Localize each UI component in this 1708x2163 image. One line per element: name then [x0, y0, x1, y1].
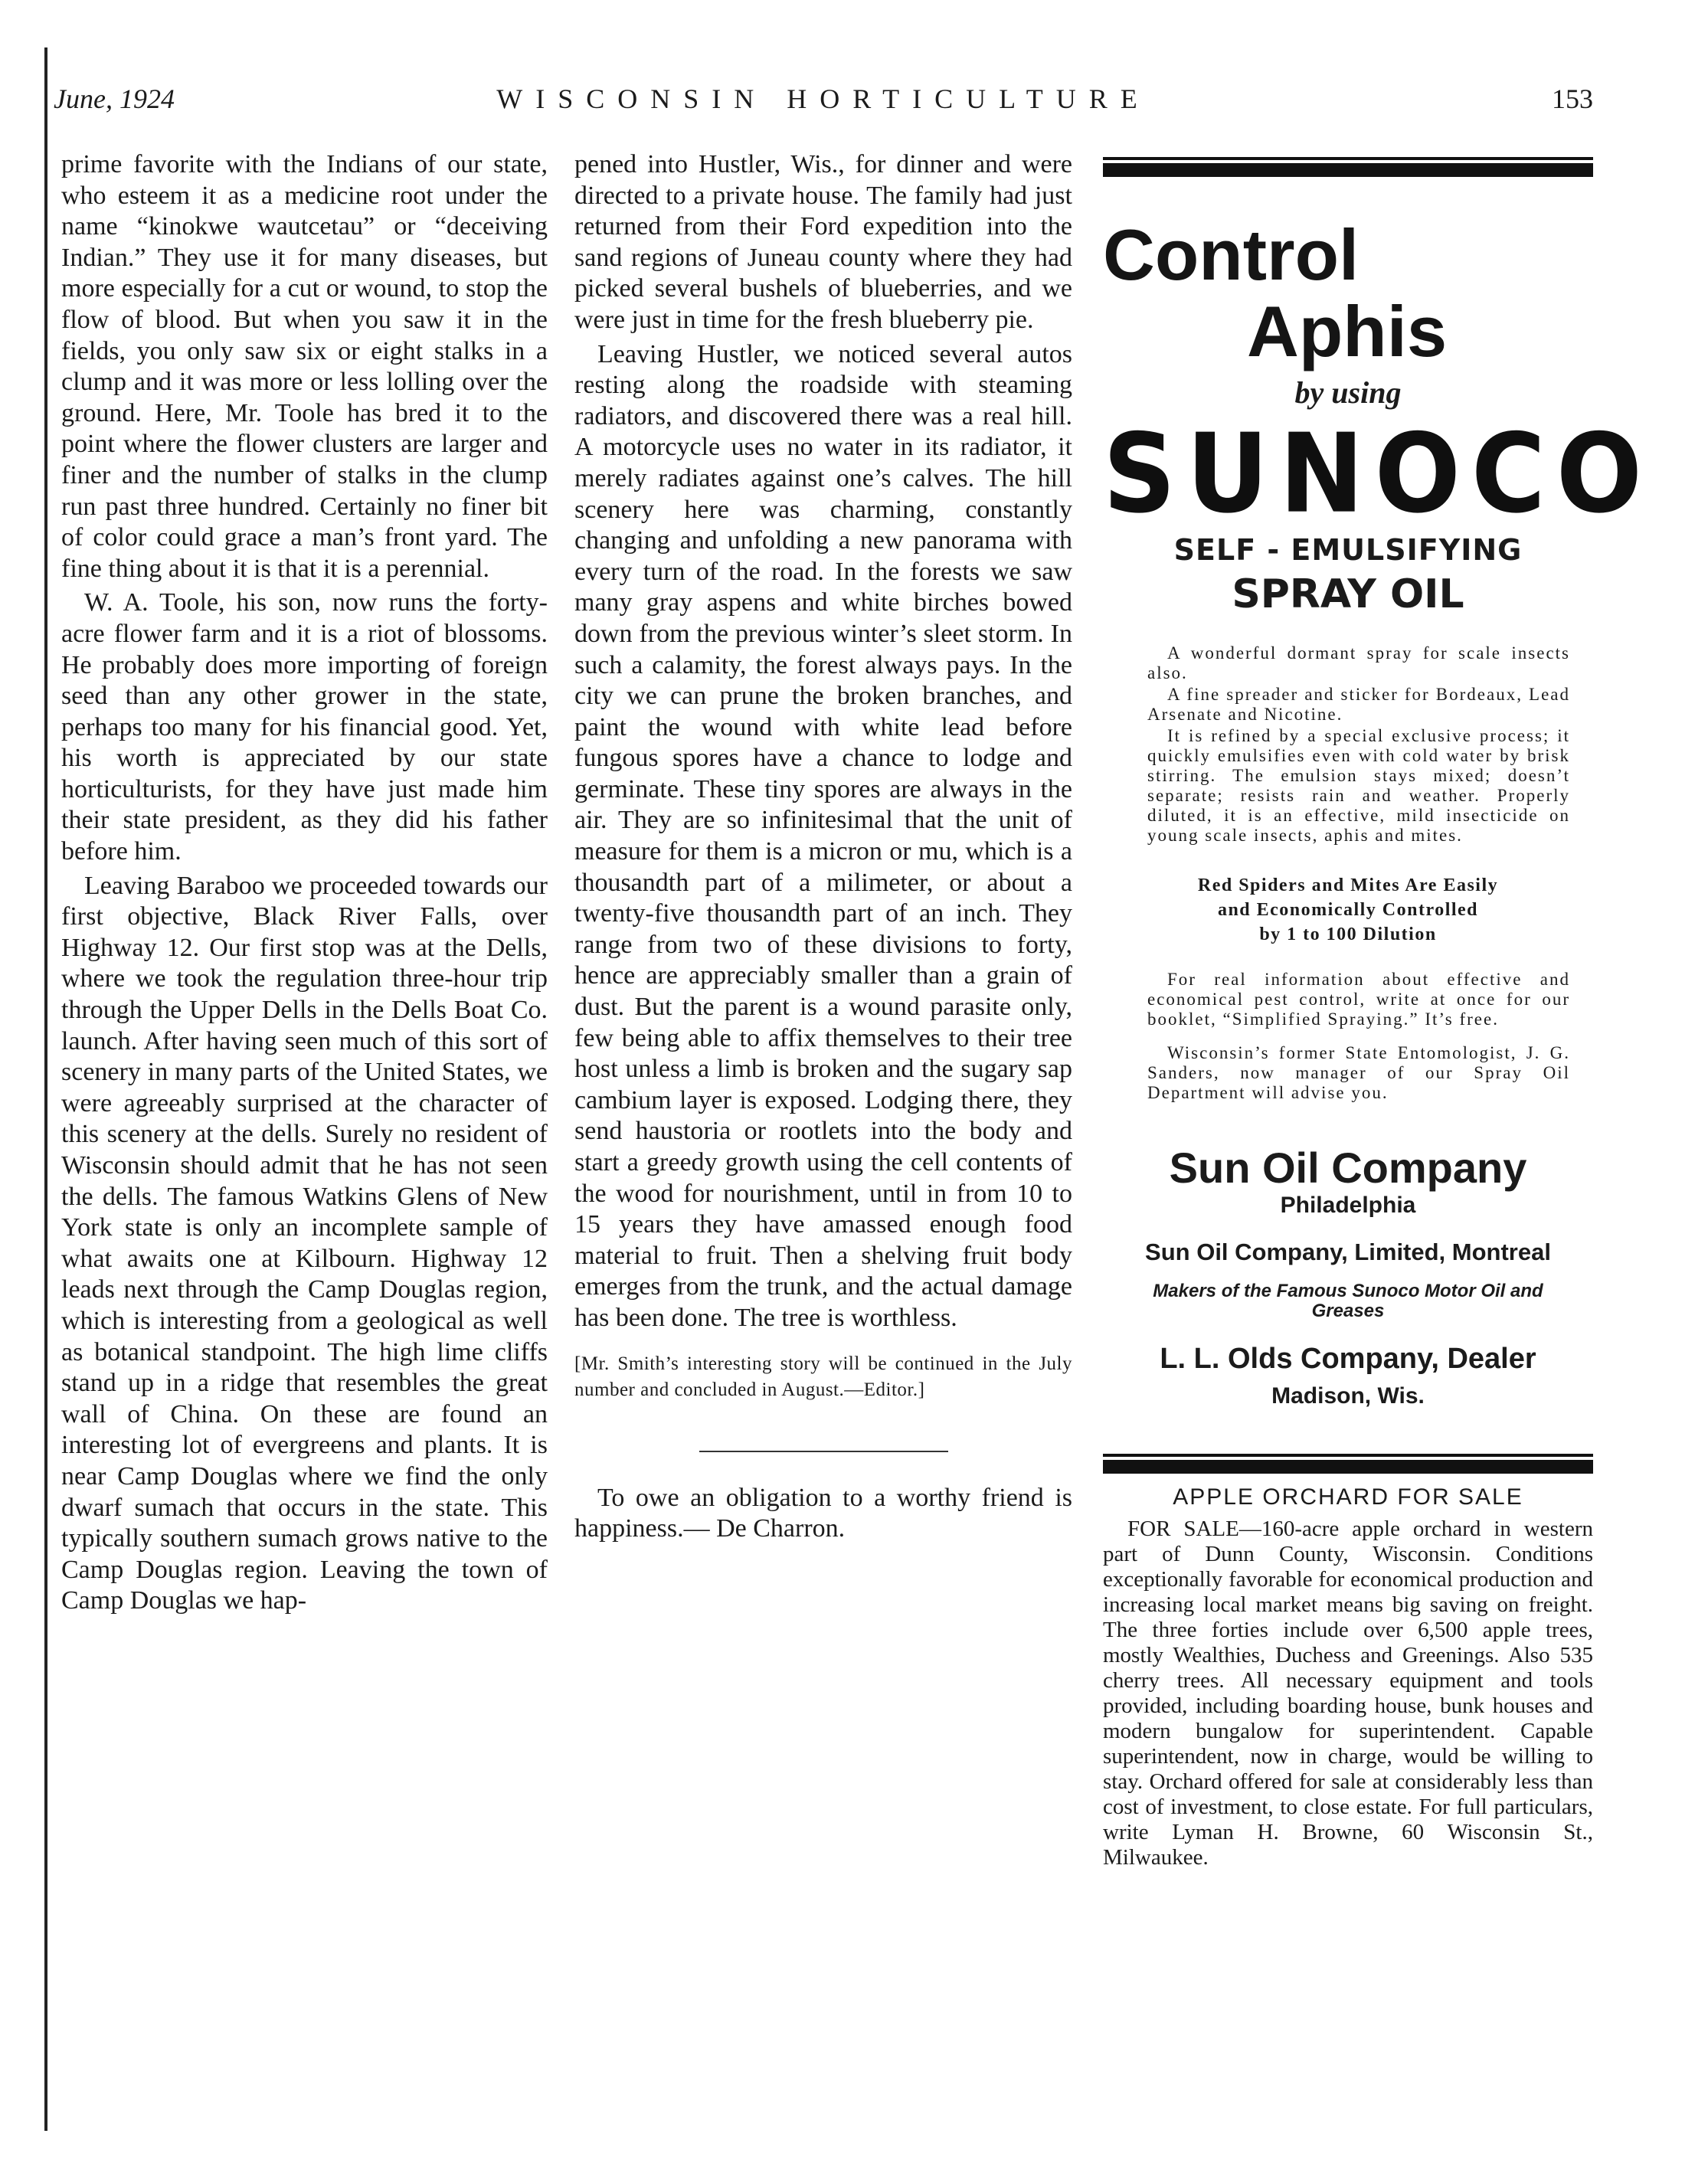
dealer-city: Madison, Wis.	[1271, 1383, 1425, 1409]
binding-line	[44, 47, 47, 2131]
product-name-line2: SPRAY OIL	[1232, 571, 1464, 617]
company-name: Sun Oil Company	[1169, 1144, 1527, 1192]
ad-paragraph: A fine spreader and sticker for Bordeaux, Lead Arsenate and Nicotine.	[1147, 685, 1570, 724]
ad-paragraph: Wisconsin’s former State Entomologist, J. G. Sanders, now manager of our Spray Oil Department will advise you.	[1147, 1043, 1570, 1102]
ad-headline-control: Control	[1103, 214, 1360, 295]
ad-paragraph: For real information about effective and economical pest control, write at once for our booklet, “Simplified Spraying.” It’s free.	[1147, 970, 1570, 1029]
page-header	[54, 83, 1593, 129]
ad-paragraph: It is refined by a special exclusive process; it quickly emulsifies even with cold water by brisk stirring. The emulsion stays mixed; doesn’t separate; resists rain and weather. Properly diluted, it is an effective, mild insecticide on young scale insects, aphis and mites.	[1147, 726, 1570, 845]
ad-info	[1147, 1043, 1570, 1103]
makers-line: Makers of the Famous Sunoco Motor Oil and Greases	[1153, 1281, 1543, 1321]
ad-info	[1147, 970, 1570, 1029]
classified-title: APPLE ORCHARD FOR SALE	[1173, 1484, 1523, 1510]
ad-top-rule	[1103, 157, 1593, 177]
article-paragraph: Leaving Hustler, we noticed several autos resting along the roadside with steaming radiators, and discovered there was a real hill. A motorcycle uses no water in its radiator, it merely radiates against one’s calves. The hill scenery here was charming, constantly changing and unfolding a new panorama with every turn of the road. In the forests we saw many gray aspens and white birches bowed down from the previous winter’s sleet storm. In such a calamity, the forest always pays. In the city we can prune the broken branches, and paint the wound with white lead before fungous spores have a chance to lodge and germinate. These tiny spores are always in the air. They are so infinitesimal that the unit of measure for them is a micron or mu, which is a thousandth part of a milimeter, or about a twenty-five thousandth part of an inch. They range from two of these divisions to forty, hence are appreciably smaller than a grain of dust. But the parent is a wound parasite only, few being able to affix themselves to their tree host unless a limb is broken and the sugary sap cambium layer is exposed. Lodging there, they send haustoria or rootlets into the body and start a greedy growth using the cell contents of the wood for nourishment, until in from 10 to 15 years they have amassed enough food material to fruit. Then a shelving fruit body emerges from the trunk, and the actual damage has been done. The tree is worthless.	[574, 339, 1072, 1332]
product-name-line1: SELF - EMULSIFYING	[1173, 533, 1523, 567]
article-column-left	[61, 149, 548, 1620]
magazine-title: WISCONSIN HORTICULTURE	[496, 83, 1150, 114]
article-column-middle	[574, 149, 1072, 1548]
ad-highlight-line: Red Spiders and Mites Are Easily	[1197, 875, 1499, 895]
article-paragraph: W. A. Toole, his son, now runs the forty-acre flower farm and it is a riot of blossoms. He probably does more importing of foreign seed than any other grower in the state, perhaps too many for his financial good. Yet, his worth is appreciated by our state horticulturists, for they have just made him their state president, as they did his father before him.	[61, 588, 548, 866]
editor-note: [Mr. Smith’s interesting story will be continued in the July number and concluded in August.—Editor.]	[574, 1353, 1072, 1400]
article-paragraph: Leaving Baraboo we proceeded towards our first objective, Black River Falls, over Highway 12. Our first stop was at the Dells, where we took the regulation three-hour trip through the Upper Dells in the Dells Boat Co. launch. After having seen much of this sort of scenery in many parts of the United States, we were agreeably surprised at the character of this scenery at the dells. Surely no resident of Wisconsin should admit that he has not seen the dells. The famous Watkins Glens of New York state is only an incomplete sample of what awaits one at Kilbourn. Highway 12 leads next through the Camp Douglas region, which is interesting from a geological as well as botanical standpoint. The high lime cliffs stand up in a ridge that resembles the great wall of China. On these are found an interesting lot of evergreens and plants. It is near Camp Douglas where we find the only dwarf sumach that occurs in the state. This typically southern sumach grows native to the Camp Douglas region. Leaving the town of Camp Douglas we hap-	[61, 871, 548, 1615]
advertisement-column	[1103, 157, 1654, 1870]
ad-description	[1147, 643, 1570, 846]
dealer-name: L. L. Olds Company, Dealer	[1160, 1343, 1536, 1375]
brand-logo-sunoco: SUNOCO	[1103, 410, 1654, 538]
company-ltd: Sun Oil Company, Limited, Montreal	[1145, 1239, 1551, 1265]
article-paragraph: prime favorite with the Indians of our state, who esteem it as a medicine root under the name “kinokwe wautcetau” or “deceiving Indian.” They use it for many diseases, but more especially for a cut or wound, to stop the flow of blood. But when you saw it in the fields, you only saw six or eight stalks in a clump and it was more or less lolling over the ground. Here, Mr. Toole has bred it to the point where the flower clusters are larger and finer and the number of stalks in the clump run past three hundred. Certainly no finer bit of color could grace a man’s front yard. The fine thing about it is that it is a perennial.	[61, 150, 548, 583]
ad-highlight-line: by 1 to 100 Dilution	[1259, 924, 1437, 944]
issue-date: June, 1924	[54, 83, 175, 114]
ad-highlight	[1134, 873, 1562, 947]
quote: To owe an obligation to a worthy friend is happiness.— De Charron.	[574, 1483, 1072, 1543]
company-city: Philadelphia	[1280, 1193, 1416, 1218]
page-number: 153	[1552, 83, 1593, 114]
ad-by-using: by using	[1294, 375, 1402, 410]
ad-paragraph: A wonderful dormant spray for scale insects also.	[1147, 643, 1570, 682]
article-paragraph: pened into Hustler, Wis., for dinner and were directed to a private house. The family had just returned from their Ford expedition into the sand regions of Juneau county where they had picked several bushels of blueberries, and we were just in time for the fresh blueberry pie.	[574, 150, 1072, 334]
classified-body: FOR SALE—160-acre apple orchard in western part of Dunn County, Wisconsin. Conditions exceptionally favorable for economical production and increasing local market means big saving on freight. The three forties include over 6,500 apple trees, mostly Wealthies, Duchess and Greenings. Also 535 cherry trees. All necessary equipment and tools provided, including boarding house, bunk houses and modern bungalow for superintendent. Capable superintendent, now in charge, would be willing to stay. Orchard offered for sale at considerably less than cost of investment, to close estate. For full particulars, write Lyman H. Browne, 60 Wisconsin St., Milwaukee.	[1103, 1517, 1593, 1870]
ad-headline-aphis: Aphis	[1247, 291, 1448, 371]
section-divider	[699, 1451, 948, 1452]
classified-rule	[1103, 1454, 1593, 1474]
ad-highlight-line: and Economically Controlled	[1217, 900, 1479, 920]
